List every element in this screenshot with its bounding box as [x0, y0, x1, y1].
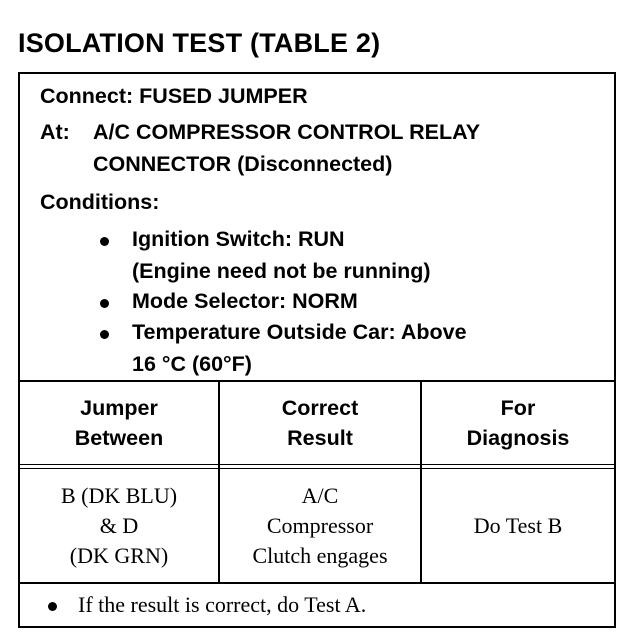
header-for-diagnosis: For Diagnosis — [466, 396, 570, 450]
condition-ignition-note: (Engine need not be running) — [132, 259, 431, 283]
at-label: At: — [40, 120, 70, 144]
cell-for-diagnosis: Do Test B — [473, 512, 563, 538]
test-table-frame — [18, 72, 616, 628]
condition-ignition: Ignition Switch: RUN — [132, 227, 345, 251]
cell-jumper-between: B (DK BLU) & D (DK GRN) — [60, 482, 178, 568]
condition-temperature: Temperature Outside Car: Above — [132, 320, 467, 344]
condition-temperature-value: 16 °C (60°F) — [132, 352, 252, 376]
conditions-label: Conditions: — [40, 190, 160, 214]
conditions-section — [20, 74, 614, 380]
header-jumper-between: Jumper Between — [74, 396, 164, 450]
connect-label: Connect: — [40, 84, 134, 108]
connect-line — [40, 84, 308, 109]
connect-value: FUSED JUMPER — [139, 84, 308, 108]
bullet-icon — [100, 330, 109, 339]
footnote — [20, 584, 614, 628]
footnote-text: If the result is correct, do Test A. — [78, 592, 367, 617]
condition-mode-selector: Mode Selector: NORM — [132, 289, 358, 313]
header-correct-result: Correct Result — [281, 396, 359, 450]
bullet-icon — [100, 299, 109, 308]
cell-correct-result: A/C Compressor Clutch engages — [252, 482, 388, 568]
bullet-icon — [48, 602, 57, 611]
at-value-line1: A/C COMPRESSOR CONTROL RELAY — [93, 120, 481, 144]
page-title: ISOLATION TEST (TABLE 2) — [18, 28, 381, 58]
bullet-icon — [100, 237, 109, 246]
at-value-line2: CONNECTOR (Disconnected) — [93, 152, 393, 176]
